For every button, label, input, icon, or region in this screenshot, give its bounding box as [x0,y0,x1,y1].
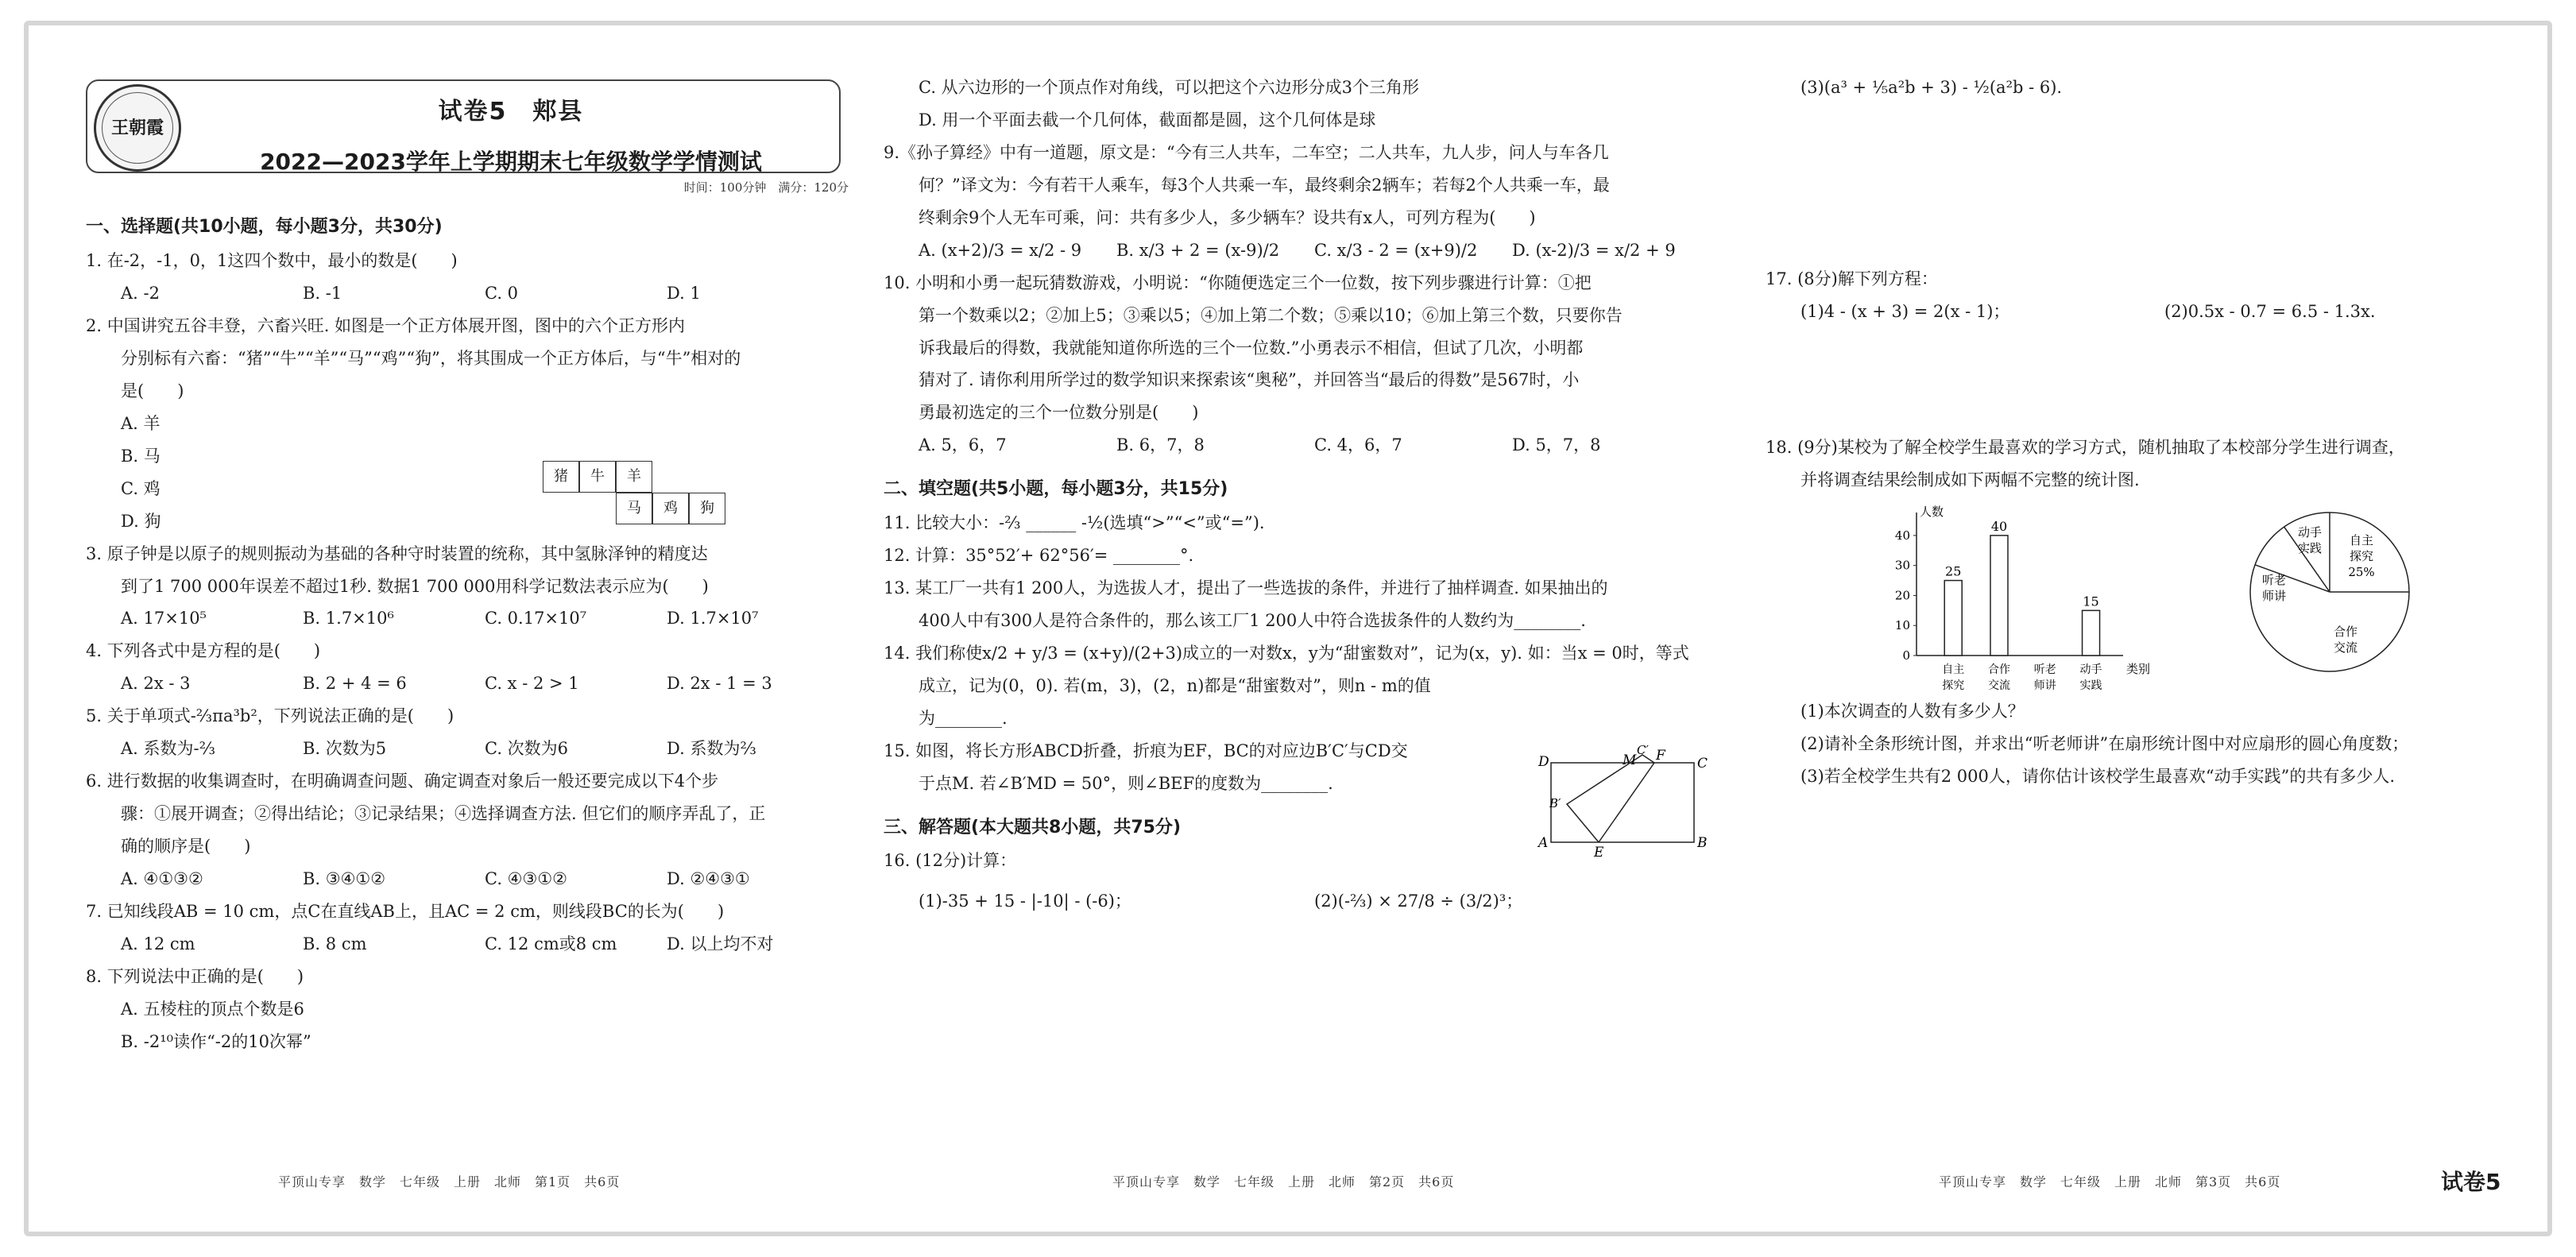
q4-options [121,667,849,700]
q7-opt-c: C. 12 cm或8 cm [485,934,617,953]
net-cell-horse: 马 [616,493,652,524]
q10-opt-d: D. 5，7，8 [1512,435,1601,455]
x-axis-label: 类别 [2126,661,2151,676]
q13-line2: 400人中有300人是符合条件的，那么该工厂1 200人中符合选拔条件的人数约为________. [919,610,1586,630]
q16-part1: (1)-35 + 15 - |-10| - (-6)； [919,892,1131,911]
pie-label-listen-2: 师讲 [2261,588,2287,603]
section-solve: 三、解答题(本大题共8小题，共75分) [884,817,1182,837]
q5-opt-d: D. 系数为⅔ [667,739,756,759]
q10-line3: 诉我最后的得数，我就能知道你所选的三个一位数.”小勇表示不相信，但试了几次，小明都 [919,338,1584,358]
q9-opt-d: D. (x-2)/3 = x/2 + 9 [1512,240,1676,260]
q10-options [919,429,1710,462]
column-3 [1766,72,2528,793]
label-B-prime: B′ [1549,796,1561,810]
column-2 [884,72,1710,918]
q17-part1: (1)4 - (x + 3) = 2(x - 1)； [1800,301,2010,321]
pie-label-self-explore-2: 探究 [2349,548,2374,563]
label-E: E [1594,845,1604,861]
q14-line3: 为________. [919,708,1008,728]
subtitle: 2022—2023学年上学期期末七年级数学学情测试 [260,148,762,175]
label-B: B [1697,835,1708,851]
y-axis-label: 人数 [1920,504,1944,519]
q16: 16. (12分)计算： [884,851,1017,871]
q9-line1: 9.《孙子算经》中有一道题，原文是：“今有三人共车，二车空；二人共车，九人步，问人与车各几 [884,142,1609,162]
fold-rectangle-figure [1535,743,1710,861]
label-C-prime: C′ [1637,743,1649,757]
q16-part2: (2)(-⅔) × 27/8 ÷ (3/2)³； [1314,892,1523,911]
q3-line1: 3. 原子钟是以原子的规则振动为基础的各种守时装置的统称，其中氢脉泽钟的精度达 [86,543,708,563]
pie-label-self-explore-1: 自主 [2349,532,2374,547]
bar-1 [1990,536,2008,656]
q3-opt-c: C. 0.17×10⁷ [485,609,587,628]
q10-line5: 勇最初选定的三个一位数分别是( ) [919,403,1199,423]
x-tick-label-bottom: 师讲 [2033,679,2056,692]
q16-parts [919,885,1710,918]
y-tick-label: 40 [1894,528,1910,543]
q9-line2: 何？”译文为：今有若干人乘车，每3个人共乘一车，最终剩余2辆车；若每2个人共乘一车，最 [919,175,1610,195]
q9-opt-b: B. x/3 + 2 = (x-9)/2 [1116,240,1280,260]
q9-options [919,234,1710,267]
column-1 [86,48,849,1058]
q18-line2: 并将调查结果绘制成如下两幅不完整的统计图. [1800,470,2140,489]
q18-part1: (1)本次调查的人数有多少人？ [1800,701,2025,721]
q17-parts [1800,296,2528,328]
q5-options [121,733,849,765]
net-cell-ox: 牛 [579,461,616,493]
q14-line1: 14. 我们称使x/2 + y/3 = (x+y)/(2+3)成立的一对数x，y为“甜蜜数对”，记为(x，y). 如：当x = 0时，等式 [884,643,1689,663]
net-cell-sheep: 羊 [616,461,652,493]
q8-opt-d: D. 用一个平面去截一个几何体，截面都是圆，这个几何体是球 [919,110,1376,130]
q10-opt-c: C. 4，6，7 [1314,435,1402,455]
q4-opt-b: B. 2 + 4 = 6 [303,674,407,694]
q5-opt-c: C. 次数为6 [485,739,569,759]
bar-3 [2083,610,2100,656]
q10-line1: 10. 小明和小勇一起玩猜数游戏，小明说：“你随便选定三个一位数，按下列步骤进行计算：①把 [884,273,1592,292]
y-tick-label: 10 [1894,617,1910,632]
q9-opt-c: C. x/3 - 2 = (x+9)/2 [1314,240,1478,260]
x-tick-label-top: 合作 [1988,663,2010,676]
q4-opt-a: A. 2x - 3 [121,674,191,694]
logo-seal: 王朝霞 [102,92,173,164]
q10-line4: 猜对了. 请你利用所学过的数学知识来探索该“奥秘”，并回答当“最后的得数”是567时，小 [919,370,1580,390]
time-score-line: 时间：100分钟 满分：120分 [683,180,849,195]
q17: 17. (8分)解下列方程： [1766,269,1938,288]
q13-line1: 13. 某工厂一共有1 200人，为选拔人才，提出了一些选拔的条件，并进行了抽样调查. 如果抽出的 [884,578,1608,598]
paper-title [191,89,831,184]
q12: 12. 计算：35°52′+ 62°56′= ________°. [884,546,1194,566]
q7-opt-a: A. 12 cm [121,934,195,953]
footer-page-1: 平顶山专享 数学 七年级 上册 北师 第1页 共6页 [278,1174,621,1189]
q1-opt-a: A. -2 [121,284,160,304]
label-M: M [1623,752,1637,768]
q10-line2: 第一个数乘以2；②加上5；③乘以5；④加上第二个数；⑤乘以10；⑥加上第三个数，只要你告 [919,305,1623,325]
q4-opt-d: D. 2x - 1 = 3 [667,674,772,694]
q5-opt-a: A. 系数为-⅔ [121,739,215,759]
title: 试卷5 郏县 [438,98,584,126]
q15-line2: 于点M. 若∠B′MD = 50°，则∠BEF的度数为________. [919,773,1333,793]
section-choice: 一、选择题(共10小题，每小题3分，共30分) [86,217,443,238]
x-tick-label-bottom: 探究 [1942,679,1965,692]
q8-opt-b: B. -2¹⁰读作“-2的10次幂” [121,1031,311,1051]
pie-chart [2242,505,2417,679]
y-tick-label: 0 [1902,648,1910,663]
q8: 8. 下列说法中正确的是( ) [86,966,304,986]
footer-page-2: 平顶山专享 数学 七年级 上册 北师 第2页 共6页 [1112,1174,1455,1189]
q8-opt-c: C. 从六边形的一个顶点作对角线，可以把这个六边形分成3个三角形 [919,78,1420,97]
bar-value-label: 15 [2083,594,2099,609]
q18-part2: (2)请补全条形统计图，并求出“听老师讲”在扇形统计图中对应扇形的圆心角度数； [1800,733,2409,753]
q6-line1: 6. 进行数据的收集调查时，在明确调查问题、确定调查对象后一般还要完成以下4个步 [86,772,719,791]
q6-line3: 确的顺序是( ) [121,837,251,857]
bar-value-label: 40 [1990,518,2008,534]
bar-chart [1877,497,2151,695]
pie-label-listen-1: 听老 [2261,572,2287,587]
x-tick-label-top: 自主 [1942,663,1965,676]
q9-line3: 终剩余9个人无车可乘，问：共有多少人，多少辆车？设共有x人，可列方程为( ) [919,207,1536,227]
q2-opt-b: B. 马 [121,446,161,466]
q3-opt-a: A. 17×10⁵ [121,609,207,628]
q6-line2: 骤：①展开调查；②得出结论；③记录结果；④选择调查方法. 但它们的顺序弄乱了，正 [121,804,766,824]
q1-opt-d: D. 1 [667,284,701,304]
q4-opt-c: C. x - 2 > 1 [485,674,579,694]
pie-label-cooperate-1: 合作 [2333,624,2358,639]
footer-page-3: 平顶山专享 数学 七年级 上册 北师 第3页 共6页 [1939,1174,2281,1189]
q18-line1: 18. (9分)某校为了解全校学生最喜欢的学习方式，随机抽取了本校部分学生进行调查， [1766,437,2405,457]
x-tick-label-top: 动手 [2079,663,2102,676]
q6-opt-b: B. ③④①② [303,868,386,888]
q18-figures [1766,497,2528,695]
pie-label-cooperate-2: 交流 [2333,640,2358,655]
q2-line2: 分别标有六畜：“猪”“牛”“羊”“马”“鸡”“狗”，将其围成一个正方体后，与“牛”相对的 [121,348,741,368]
q18-part3: (3)若全校学生共有2 000人，请你估计该校学生最喜欢“动手实践”的共有多少人. [1800,766,2396,786]
q1: 1. 在-2，-1，0，1这四个数中，最小的数是( ) [86,251,458,271]
section-fill: 二、填空题(共5小题，每小题3分，共15分) [884,479,1228,500]
exam-number-tag: 试卷5 [2441,1169,2501,1195]
q6-opt-a: A. ④①③② [121,868,203,888]
q1-opt-c: C. 0 [485,284,519,304]
q8-opt-a: A. 五棱柱的顶点个数是6 [121,999,304,1019]
bar-value-label: 25 [1945,563,1962,579]
q17-part2: (2)0.5x - 0.7 = 6.5 - 1.3x. [2164,301,2376,321]
q5-opt-b: B. 次数为5 [303,739,387,759]
q11: 11. 比较大小：-⅔ ______ -½(选填“>”“<”或“=”). [884,513,1265,533]
q3-line2: 到了1 700 000年误差不超过1秒. 数据1 700 000用科学记数法表示应为( ) [121,576,709,596]
publisher-logo [94,84,181,172]
pie-label-practice-2: 实践 [2297,540,2323,555]
x-tick-label-bottom: 实践 [2079,679,2102,692]
q2-opt-d: D. 狗 [121,511,161,531]
q10-opt-b: B. 6，7，8 [1116,435,1205,455]
q3-opt-d: D. 1.7×10⁷ [667,609,759,628]
label-C: C [1697,756,1708,772]
q2-line1: 2. 中国讲究五谷丰登，六畜兴旺. 如图是一个正方体展开图，图中的六个正方形内 [86,316,686,336]
q10-opt-a: A. 5，6，7 [919,435,1007,455]
bar-0 [1944,580,1962,655]
q6-options [121,863,849,895]
q1-opt-b: B. -1 [303,284,342,304]
q1-options [121,277,849,310]
x-tick-label-bottom: 交流 [1988,679,2010,692]
q7: 7. 已知线段AB = 10 cm，点C在直线AB上，且AC = 2 cm，则线段BC的长为( ) [86,901,725,921]
q15-line1: 15. 如图，将长方形ABCD折叠，折痕为EF，BC的对应边B′C′与CD交 [884,741,1408,760]
pie-label-percent: 25% [2348,564,2375,579]
q7-options [121,928,849,961]
q16-part3: (3)(a³ + ⅕a²b + 3) - ½(a²b - 6). [1800,78,2063,97]
q3-opt-b: B. 1.7×10⁶ [303,609,394,628]
net-cell-dog: 狗 [689,493,725,524]
q4: 4. 下列各式中是方程的是( ) [86,641,321,661]
q2-opt-a: A. 羊 [121,413,161,433]
q9-opt-a: A. (x+2)/3 = x/2 - 9 [919,240,1082,260]
net-cell-pig: 猪 [543,461,579,493]
q2-line3: 是( ) [121,381,184,400]
y-tick-label: 20 [1894,588,1910,603]
q3-options [121,602,849,635]
q6-opt-c: C. ④③①② [485,868,567,888]
label-D: D [1538,754,1549,770]
y-tick-label: 30 [1894,558,1910,573]
q14-line2: 成立，记为(0，0). 若(m，3)，(2，n)都是“甜蜜数对”，则n - m的值 [919,675,1431,695]
label-F: F [1656,748,1665,764]
q7-opt-b: B. 8 cm [303,934,367,953]
q2-opt-c: C. 鸡 [121,478,161,498]
q7-opt-d: D. 以上均不对 [667,934,774,953]
header-box [86,79,841,173]
label-A: A [1538,835,1549,851]
net-cell-chicken: 鸡 [652,493,689,524]
pie-label-practice-1: 动手 [2297,524,2323,540]
x-tick-label-top: 听老 [2033,663,2056,676]
q5: 5. 关于单项式-⅔πa³b²，下列说法正确的是( ) [86,706,454,726]
q6-opt-d: D. ②④③① [667,868,750,888]
